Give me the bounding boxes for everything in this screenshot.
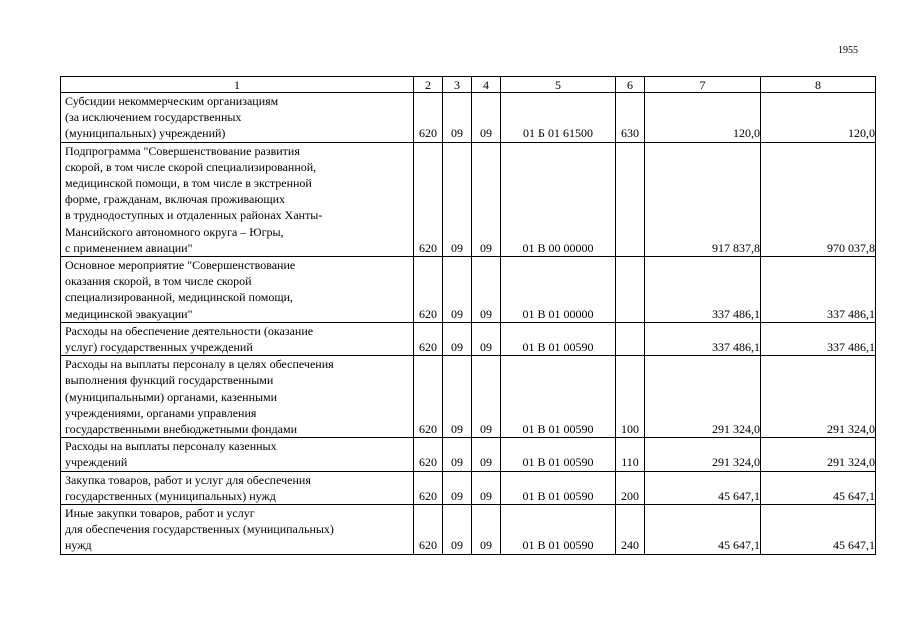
item-name-text: Подпрограмма "Совершенствование развития скорой, в том числе скорой специализированной, медицинской помощи, в том числе в экстренной форме, гражданам, включая проживающих в труднодоступных и отдаленных районах Ханты- Мансийского автономного округа – Югры, с применением авиации" bbox=[65, 143, 323, 255]
expense-type-cell bbox=[616, 257, 645, 323]
amount-year1-cell: 917 837,8 bbox=[645, 142, 761, 256]
table-row bbox=[61, 356, 876, 438]
subsection-code-cell: 09 bbox=[472, 471, 501, 504]
table-body bbox=[61, 93, 876, 555]
section-code-cell: 09 bbox=[443, 356, 472, 438]
section-code-cell: 09 bbox=[443, 505, 472, 555]
column-header: 1 bbox=[61, 77, 414, 93]
expense-type-cell: 100 bbox=[616, 356, 645, 438]
item-name-cell bbox=[61, 322, 414, 355]
amount-year2-cell: 45 647,1 bbox=[761, 471, 876, 504]
target-article-cell: 01 Б 01 61500 bbox=[501, 93, 616, 143]
item-name-cell bbox=[61, 438, 414, 471]
subsection-code-cell: 09 bbox=[472, 356, 501, 438]
column-header: 6 bbox=[616, 77, 645, 93]
amount-year1-cell: 45 647,1 bbox=[645, 505, 761, 555]
subsection-code-cell: 09 bbox=[472, 142, 501, 256]
item-name-cell bbox=[61, 471, 414, 504]
item-name-cell bbox=[61, 356, 414, 438]
page-number: 1955 bbox=[838, 45, 858, 56]
item-name-cell bbox=[61, 142, 414, 256]
section-code-cell: 09 bbox=[443, 322, 472, 355]
item-name-text: Расходы на обеспечение деятельности (оказание услуг) государственных учреждений bbox=[65, 323, 314, 355]
section-code-cell: 09 bbox=[443, 93, 472, 143]
column-header: 4 bbox=[472, 77, 501, 93]
table-row bbox=[61, 93, 876, 143]
ministry-code-cell: 620 bbox=[414, 438, 443, 471]
amount-year2-cell: 45 647,1 bbox=[761, 505, 876, 555]
table-row bbox=[61, 438, 876, 471]
expense-type-cell bbox=[616, 322, 645, 355]
table-row bbox=[61, 471, 876, 504]
section-code-cell: 09 bbox=[443, 257, 472, 323]
column-header: 8 bbox=[761, 77, 876, 93]
amount-year2-cell: 970 037,8 bbox=[761, 142, 876, 256]
ministry-code-cell: 620 bbox=[414, 471, 443, 504]
subsection-code-cell: 09 bbox=[472, 505, 501, 555]
amount-year1-cell: 291 324,0 bbox=[645, 438, 761, 471]
amount-year1-cell: 45 647,1 bbox=[645, 471, 761, 504]
amount-year1-cell: 337 486,1 bbox=[645, 322, 761, 355]
target-article-cell: 01 В 01 00590 bbox=[501, 438, 616, 471]
expense-type-cell: 110 bbox=[616, 438, 645, 471]
target-article-cell: 01 В 01 00590 bbox=[501, 471, 616, 504]
amount-year2-cell: 120,0 bbox=[761, 93, 876, 143]
column-header: 2 bbox=[414, 77, 443, 93]
target-article-cell: 01 В 01 00000 bbox=[501, 257, 616, 323]
subsection-code-cell: 09 bbox=[472, 93, 501, 143]
amount-year1-cell: 337 486,1 bbox=[645, 257, 761, 323]
subsection-code-cell: 09 bbox=[472, 438, 501, 471]
expense-type-cell: 630 bbox=[616, 93, 645, 143]
section-code-cell: 09 bbox=[443, 142, 472, 256]
column-header: 3 bbox=[443, 77, 472, 93]
item-name-text: Закупка товаров, работ и услуг для обеспечения государственных (муниципальных) нужд bbox=[65, 472, 311, 503]
header-row bbox=[61, 77, 876, 93]
ministry-code-cell: 620 bbox=[414, 93, 443, 143]
column-header: 5 bbox=[501, 77, 616, 93]
item-name-cell bbox=[61, 257, 414, 323]
item-name-text: Иные закупки товаров, работ и услуг для обеспечения государственных (муниципальных) нужд bbox=[65, 506, 334, 553]
item-name-text: Субсидии некоммерческим организациям (за исключением государственных (муниципальных) учреждений) bbox=[65, 94, 279, 141]
ministry-code-cell: 620 bbox=[414, 142, 443, 256]
amount-year1-cell: 291 324,0 bbox=[645, 356, 761, 438]
table-row bbox=[61, 142, 876, 256]
amount-year2-cell: 291 324,0 bbox=[761, 438, 876, 471]
ministry-code-cell: 620 bbox=[414, 322, 443, 355]
ministry-code-cell: 620 bbox=[414, 356, 443, 438]
table-row bbox=[61, 505, 876, 555]
amount-year1-cell: 120,0 bbox=[645, 93, 761, 143]
ministry-code-cell: 620 bbox=[414, 505, 443, 555]
table-row bbox=[61, 322, 876, 355]
amount-year2-cell: 337 486,1 bbox=[761, 322, 876, 355]
amount-year2-cell: 291 324,0 bbox=[761, 356, 876, 438]
target-article-cell: 01 В 01 00590 bbox=[501, 356, 616, 438]
expense-type-cell: 240 bbox=[616, 505, 645, 555]
budget-table bbox=[60, 76, 876, 555]
target-article-cell: 01 В 00 00000 bbox=[501, 142, 616, 256]
table-row bbox=[61, 257, 876, 323]
amount-year2-cell: 337 486,1 bbox=[761, 257, 876, 323]
ministry-code-cell: 620 bbox=[414, 257, 443, 323]
item-name-text: Расходы на выплаты персоналу в целях обеспечения выполнения функций государственными (муниципальными) органами, казенными учреждениями, органами управления государственными внебюджетными фондами bbox=[65, 357, 334, 437]
item-name-text: Расходы на выплаты персоналу казенных учреждений bbox=[65, 439, 277, 470]
subsection-code-cell: 09 bbox=[472, 257, 501, 323]
target-article-cell: 01 В 01 00590 bbox=[501, 505, 616, 555]
subsection-code-cell: 09 bbox=[472, 322, 501, 355]
item-name-text: Основное мероприятие "Совершенствование оказания скорой, в том числе скорой специализированной, медицинской помощи, медицинской эвакуации" bbox=[65, 258, 296, 321]
section-code-cell: 09 bbox=[443, 471, 472, 504]
item-name-cell bbox=[61, 505, 414, 555]
column-header: 7 bbox=[645, 77, 761, 93]
expense-type-cell bbox=[616, 142, 645, 256]
expense-type-cell: 200 bbox=[616, 471, 645, 504]
target-article-cell: 01 В 01 00590 bbox=[501, 322, 616, 355]
section-code-cell: 09 bbox=[443, 438, 472, 471]
item-name-cell bbox=[61, 93, 414, 143]
